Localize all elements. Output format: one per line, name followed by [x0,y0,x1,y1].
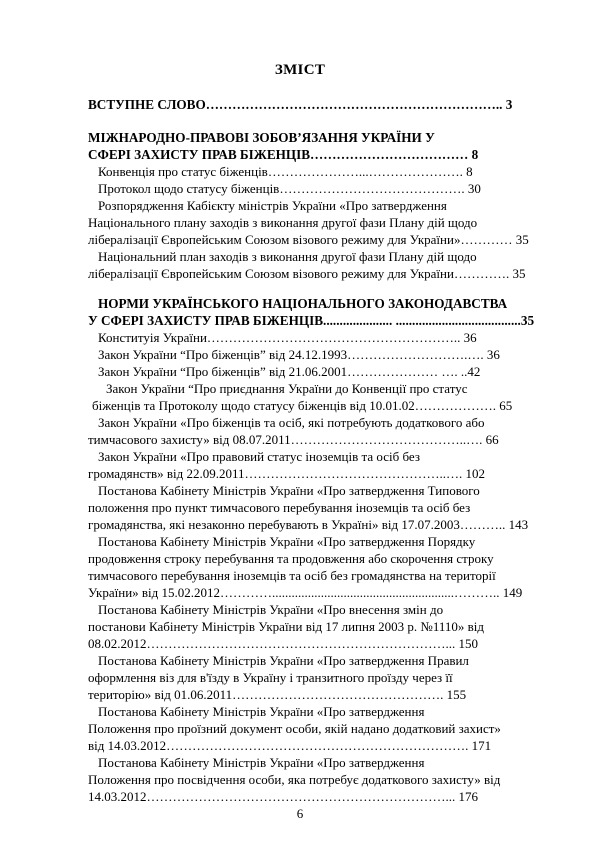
toc-entry: Положення про посвідчення особи, яка потребує додаткового захисту» від [88,772,501,787]
toc-entry: Національний план заходів з виконання другої фази Плану дій щодо [98,249,477,264]
toc-entry: положення про пункт тимчасового перебування іноземців та осіб без [88,500,471,515]
toc-entry: Розпорядження Кабієкту міністрів України «Про затвердження [98,198,447,213]
toc-section-heading-national: У СФЕРІ ЗАХИСТУ ПРАВ БІЖЕНЦІВ..................... ......................................35 [88,313,535,328]
toc-section-heading-international: СФЕРІ ЗАХИСТУ ПРАВ БІЖЕНЦІВ……………………………… 8 [88,147,479,162]
toc-entry: України» від 15.02.2012…………........................................................……….. 149 [88,585,523,600]
toc-entry: Положення про проїзний документ особи, якій надано додатковий захист» [88,721,501,736]
toc-entry: Закон України “Про приєднання України до Конвенції про статус [106,381,468,396]
toc-entry: біженців та Протоколу щодо статусу біженців від 10.01.02………………. 65 [92,398,513,413]
toc-entry: тимчасового перебування іноземців та осіб без громадянства на території [88,568,496,583]
toc-entry: 08.02.2012……………………………………………………………... 150 [88,636,478,651]
toc-entry: громадянств» від 22.09.2011………………………………………..…. 102 [88,466,486,481]
toc-title: ЗМІСТ [274,62,326,78]
toc-entry: від 14.03.2012……………………………………………………………. 171 [88,738,492,753]
toc-section-heading-national: НОРМИ УКРАЇНСЬКОГО НАЦІОНАЛЬНОГО ЗАКОНОДАВСТВА [98,296,508,311]
toc-entry: Закон України «Про правовий статус іноземців та осіб без [98,449,420,464]
toc-entry: Постанова Кабінету Міністрів України «Про затвердження [98,704,425,719]
toc-entry: лібералізації Європейським Союзом візового режиму для України…………. 35 [88,266,526,281]
toc-entry: оформлення віз для в'їзду в Україну і транзитного проїзду через її [88,670,453,685]
toc-entry: громадянства, які незаконно перебувають в Україні» від 17.07.2003……….. 143 [88,517,529,532]
toc-list [88,0,545,857]
toc-entry: Закон України “Про біженців” від 24.12.1993……………………….…. 36 [98,347,500,362]
toc-entry: Постанова Кабінету Міністрів України «Про затвердження Правил [98,653,469,668]
toc-entry: Конституія України………………………………………………….. 36 [98,330,477,345]
toc-entry: Постанова Кабінету Міністрів України «Про затвердження [98,755,425,770]
toc-entry: Постанова Кабінету Міністрів України «Про затвердження Типового [98,483,480,498]
toc-entry: територію» від 01.06.2011…………………………………………. 155 [88,687,467,702]
toc-entry: продовження строку перебування та продовження або скорочення строку [88,551,494,566]
toc-entry: тимчасового захисту» від 08.07.2011…………………………………..…. 66 [88,432,499,447]
toc-entry: Закон України “Про біженців” від 21.06.2001………………… …. ..42 [98,364,481,379]
toc-entry-intro: ВСТУПНЕ СЛОВО………………………………………………………….. 3 [88,97,513,112]
toc-entry: Закон України «Про біженців та осіб, які потребують додаткового або [98,415,485,430]
toc-entry: Протокол щодо статусу біженців……………………………………. 30 [98,181,481,196]
toc-entry: Конвенція про статус біженців…………………...…………………. 8 [98,164,473,179]
toc-section-heading-international: МІЖНАРОДНО-ПРАВОВІ ЗОБОВ’ЯЗАННЯ УКРАЇНИ У [88,130,435,145]
toc-entry: лібералізації Європейським Союзом візового режиму для України»………… 35 [88,232,529,247]
page-number: 6 [296,806,304,821]
toc-entry: Постанова Кабінету Міністрів України «Про затвердження Порядку [98,534,476,549]
toc-entry: 14.03.2012……………………………………………………………... 176 [88,789,478,804]
toc-entry: постанови Кабінету Міністрів України від 17 липня 2003 р. №1110» від [88,619,484,634]
toc-entry: Постанова Кабінету Міністрів України «Про внесення змін до [98,602,444,617]
toc-entry: Національного плану заходів з виконання другої фази Плану дій щодо [88,215,478,230]
